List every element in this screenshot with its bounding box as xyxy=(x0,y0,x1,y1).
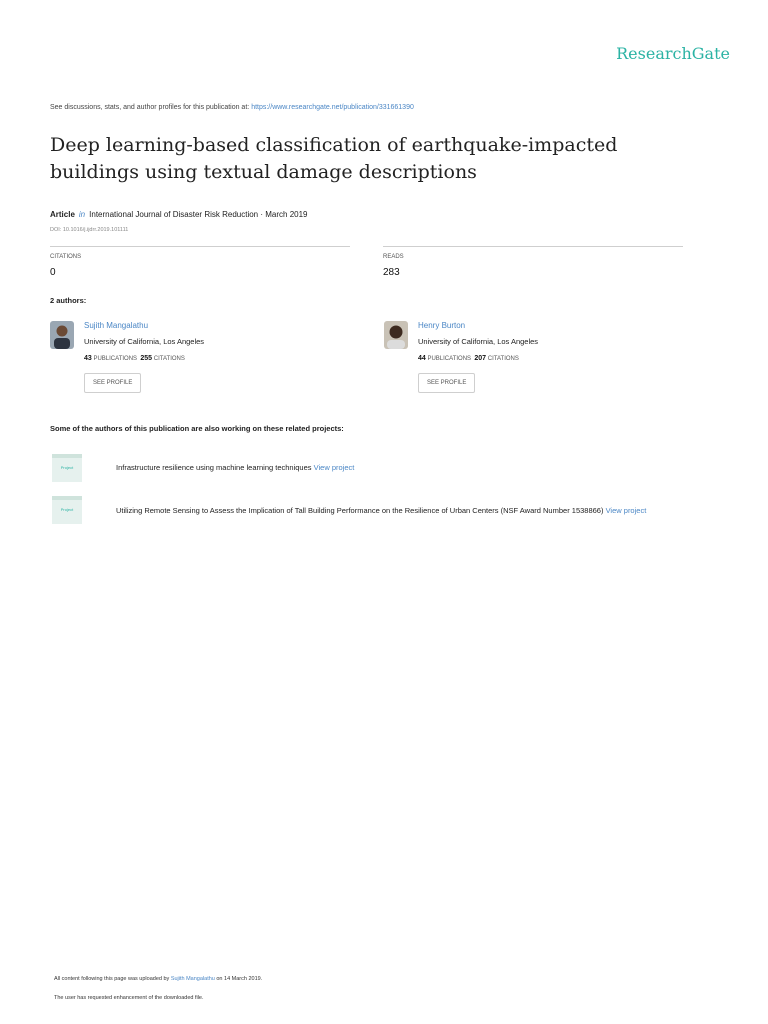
author-name-link[interactable]: Henry Burton xyxy=(418,321,466,330)
divider-right xyxy=(383,246,683,247)
doi: DOI: 10.1016/j.ijdrr.2019.101111 xyxy=(50,227,129,233)
avatar[interactable] xyxy=(384,321,408,349)
uploader-link[interactable]: Sujith Mangalathu xyxy=(170,976,215,982)
publications-label: PUBLICATIONS xyxy=(93,356,138,362)
project-icon[interactable]: Project xyxy=(52,454,82,482)
view-project-link[interactable]: View project xyxy=(605,506,647,515)
publications-label: PUBLICATIONS xyxy=(427,356,472,362)
project-title: Utilizing Remote Sensing to Assess the Implication of Tall Building Performance on the Resilience of Urban Centers (NSF Award Number 1538866) xyxy=(116,506,604,515)
avatar[interactable] xyxy=(50,321,74,349)
article-type: Article xyxy=(50,210,75,219)
citations-count: 207 xyxy=(474,355,487,362)
author-affiliation: University of California, Los Angeles xyxy=(84,337,205,346)
view-project-link[interactable]: View project xyxy=(313,463,355,472)
journal-name: International Journal of Disaster Risk Reduction xyxy=(89,210,259,219)
enhancement-note: The user has requested enhancement of the downloaded file. xyxy=(54,995,204,1001)
publications-count: 43 xyxy=(84,355,92,362)
reads-value: 283 xyxy=(383,267,400,278)
citations-value: 0 xyxy=(50,267,56,278)
upload-note xyxy=(54,976,262,982)
author-photo-icon xyxy=(384,321,408,349)
see-profile-button[interactable]: SEE PROFILE xyxy=(418,373,475,393)
project-item xyxy=(116,506,646,515)
authors-heading: 2 authors: xyxy=(50,296,87,305)
citations-label: CITATIONS xyxy=(153,356,185,362)
upload-prefix: All content following this page was uploaded by xyxy=(54,976,170,982)
publication-url-link[interactable]: https://www.researchgate.net/publication/331661390 xyxy=(251,104,414,111)
citations-label: CITATIONS xyxy=(487,356,519,362)
project-item xyxy=(116,463,354,472)
publish-date: · March 2019 xyxy=(260,210,308,219)
projects-heading: Some of the authors of this publication are also working on these related projects: xyxy=(50,424,344,433)
publications-count: 44 xyxy=(418,355,426,362)
author-affiliation: University of California, Los Angeles xyxy=(418,337,539,346)
page-title: Deep learning-based classification of earthquake-impacted buildings using textual damage descriptions xyxy=(50,134,618,183)
citations-label: CITATIONS xyxy=(50,254,82,260)
divider-left xyxy=(50,246,350,247)
author-photo-icon xyxy=(50,321,74,349)
author-name-link[interactable]: Sujith Mangalathu xyxy=(84,321,149,330)
project-icon[interactable]: Project xyxy=(52,496,82,524)
citations-count: 255 xyxy=(140,355,153,362)
project-title: Infrastructure resilience using machine learning techniques xyxy=(116,463,312,472)
researchgate-logo[interactable]: ResearchGate xyxy=(616,44,730,63)
author-stats xyxy=(418,355,519,362)
in-label: in xyxy=(78,210,86,219)
see-profile-button[interactable]: SEE PROFILE xyxy=(84,373,141,393)
intro-line xyxy=(50,104,414,111)
author-stats xyxy=(84,355,185,362)
upload-suffix: on 14 March 2019. xyxy=(216,976,263,982)
intro-prefix: See discussions, stats, and author profiles for this publication at: xyxy=(50,104,250,111)
reads-label: READS xyxy=(383,254,404,260)
article-meta xyxy=(50,210,308,219)
